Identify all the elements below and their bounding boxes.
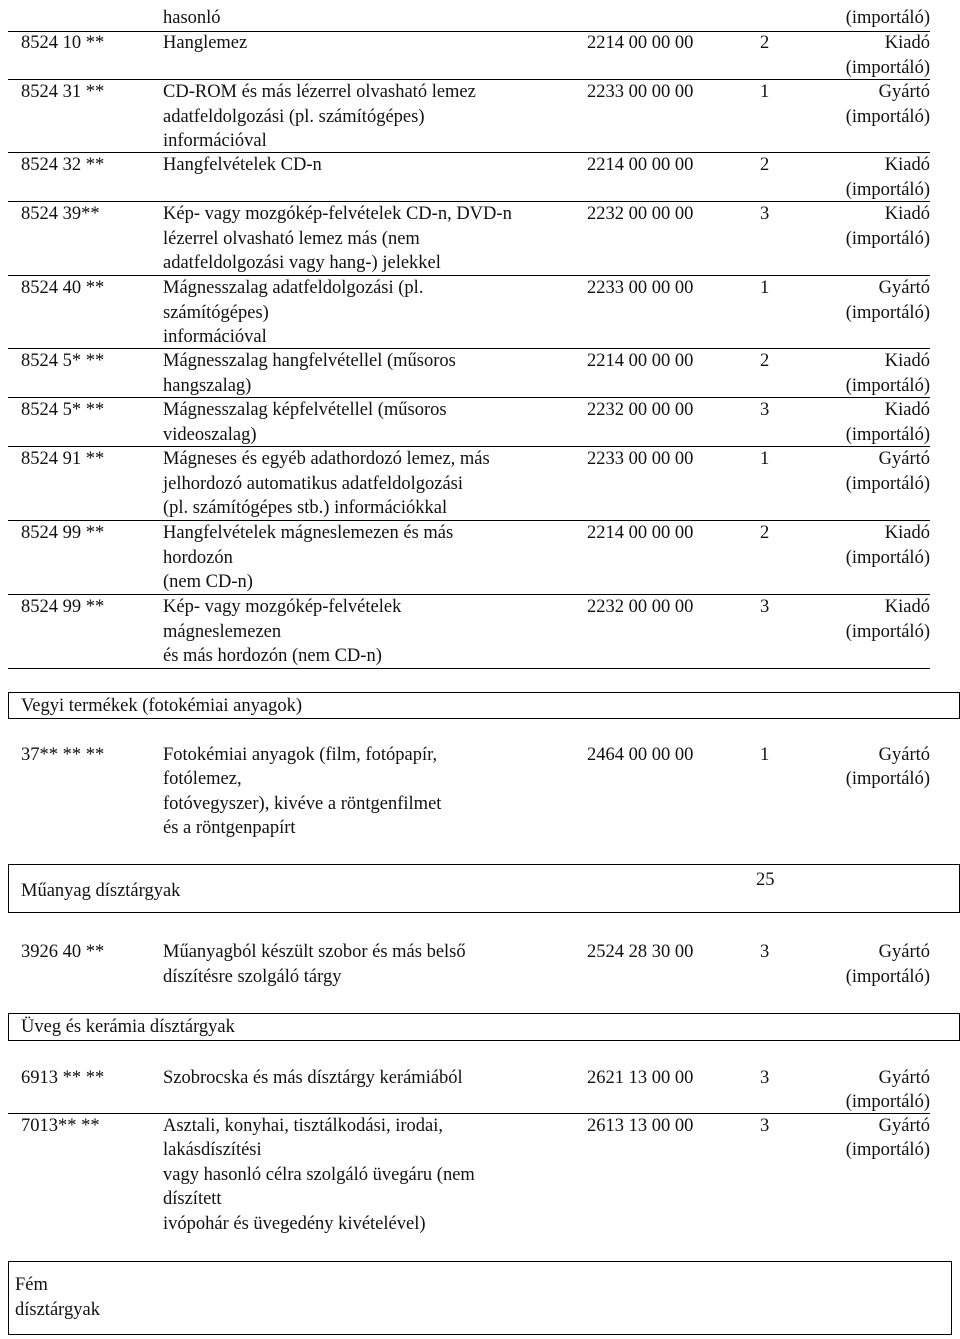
row-description: díszített bbox=[163, 1189, 222, 1210]
row-description: Mágnesszalag adatfeldolgozási (pl. bbox=[163, 278, 424, 298]
row-description: Asztali, konyhai, tisztálkodási, irodai, bbox=[163, 1116, 444, 1136]
row-description: Mágneses és egyéb adathordozó lemez, más bbox=[163, 449, 490, 469]
row-role: Gyártó bbox=[878, 278, 930, 298]
row-description: adatfeldolgozási vagy hang-) jelekkel bbox=[163, 253, 441, 273]
row-number: 8524 91 ** bbox=[21, 449, 105, 469]
row-code: 2524 28 30 00 bbox=[587, 942, 694, 962]
row-description: számítógépes) bbox=[163, 302, 269, 323]
section-heading-vegyi: Vegyi termékek (fotokémiai anyagok) bbox=[21, 696, 302, 716]
row-role: (importáló) bbox=[845, 106, 930, 127]
row-description: Mágnesszalag hangfelvétellel (műsoros bbox=[163, 351, 456, 371]
row-description: Hanglemez bbox=[163, 33, 248, 53]
row-quantity: 2 bbox=[760, 155, 770, 175]
row-role: Kiadó bbox=[884, 523, 930, 543]
row-number: 8524 32 ** bbox=[21, 155, 105, 175]
row-number: 8524 5* ** bbox=[21, 400, 105, 420]
row-quantity: 3 bbox=[760, 597, 770, 617]
row-description: (nem CD-n) bbox=[163, 572, 253, 592]
row-quantity: 1 bbox=[760, 745, 770, 765]
row-divider bbox=[8, 594, 930, 595]
row-quantity: 3 bbox=[760, 204, 770, 224]
row-role: Gyártó bbox=[878, 449, 930, 469]
row-divider bbox=[8, 1113, 930, 1114]
row-description: vagy hasonló célra szolgáló üvegáru (nem bbox=[163, 1164, 475, 1185]
row-divider bbox=[8, 275, 930, 276]
row-description: Kép- vagy mozgókép-felvételek CD-n, DVD-n bbox=[163, 204, 512, 224]
row-quantity: 1 bbox=[760, 449, 770, 469]
row-quantity: 3 bbox=[760, 1068, 770, 1088]
row-divider bbox=[8, 520, 930, 521]
row-number: 3926 40 ** bbox=[21, 942, 105, 962]
section-border-right bbox=[951, 1261, 952, 1335]
row-description: videoszalag) bbox=[163, 424, 257, 445]
row-description: jelhordozó automatikus adatfeldolgozási bbox=[163, 473, 464, 494]
row-code: 2232 00 00 00 bbox=[587, 400, 694, 420]
row-number: 8524 99 ** bbox=[21, 523, 105, 543]
row-quantity: 2 bbox=[760, 33, 770, 53]
row-description: Mágnesszalag képfelvétellel (műsoros bbox=[163, 400, 447, 420]
row-quantity: 1 bbox=[760, 82, 770, 102]
section-border-bottom bbox=[8, 912, 960, 913]
row-number: 8524 40 ** bbox=[21, 278, 105, 298]
row-role: Kiadó bbox=[884, 400, 930, 420]
section-border-top bbox=[8, 692, 960, 693]
section-border-left bbox=[8, 1013, 9, 1041]
row-description: és a röntgenpapírt bbox=[163, 817, 296, 838]
section-border-left bbox=[8, 1261, 9, 1335]
row-divider bbox=[8, 152, 930, 153]
row-number: 8524 39** bbox=[21, 204, 100, 224]
row-code: 2464 00 00 00 bbox=[587, 745, 694, 765]
row-role: (importáló) bbox=[845, 966, 930, 987]
row-number: 7013** ** bbox=[21, 1116, 100, 1136]
section-border-bottom bbox=[8, 1040, 960, 1041]
row-description: fotóvegyszer), kivéve a röntgenfilmet bbox=[163, 793, 442, 814]
row-description: információval bbox=[163, 327, 267, 347]
row-role: Gyártó bbox=[878, 745, 930, 765]
row-description: lézerrel olvasható lemez más (nem bbox=[163, 228, 420, 249]
row-role: (importáló) bbox=[845, 769, 930, 790]
row-number: 37** ** ** bbox=[21, 745, 105, 765]
section-border-top bbox=[8, 1013, 960, 1014]
row-number: 8524 10 ** bbox=[21, 33, 105, 53]
row-divider bbox=[8, 668, 930, 669]
row-quantity: 2 bbox=[760, 351, 770, 371]
row-fragment-role: (importáló) bbox=[845, 8, 930, 28]
row-description: díszítésre szolgáló tárgy bbox=[163, 966, 342, 987]
row-role: (importáló) bbox=[845, 1140, 930, 1161]
row-number: 8524 31 ** bbox=[21, 82, 105, 102]
section-border-bottom bbox=[8, 1334, 952, 1335]
row-number: 8524 99 ** bbox=[21, 597, 105, 617]
row-description: fotólemez, bbox=[163, 769, 242, 790]
row-description: Hangfelvételek mágneslemezen és más bbox=[163, 523, 454, 543]
row-role: (importáló) bbox=[845, 375, 930, 396]
row-fragment-desc: hasonló bbox=[163, 8, 221, 28]
row-divider bbox=[8, 31, 930, 32]
row-description: Hangfelvételek CD-n bbox=[163, 155, 322, 175]
row-role: Kiadó bbox=[884, 155, 930, 175]
row-description: ivópohár és üvegedény kivételével) bbox=[163, 1213, 426, 1234]
row-code: 2232 00 00 00 bbox=[587, 597, 694, 617]
row-description: hangszalag) bbox=[163, 375, 252, 396]
row-role: (importáló) bbox=[845, 547, 930, 568]
row-number: 8524 5* ** bbox=[21, 351, 105, 371]
section-heading-fem: Fém dísztárgyak bbox=[15, 1275, 100, 1320]
row-code: 2613 13 00 00 bbox=[587, 1116, 694, 1136]
row-role: (importáló) bbox=[845, 228, 930, 249]
row-role: (importáló) bbox=[845, 57, 930, 78]
row-role: Gyártó bbox=[878, 1068, 930, 1088]
row-role: Kiadó bbox=[884, 33, 930, 53]
row-divider bbox=[8, 397, 930, 398]
row-description: Kép- vagy mozgókép-felvételek bbox=[163, 597, 402, 617]
row-quantity: 3 bbox=[760, 400, 770, 420]
row-role: Gyártó bbox=[878, 82, 930, 102]
row-role: Gyártó bbox=[878, 942, 930, 962]
row-code: 2214 00 00 00 bbox=[587, 33, 694, 53]
section-heading-uveg: Üveg és kerámia dísztárgyak bbox=[21, 1017, 235, 1037]
row-role: (importáló) bbox=[845, 473, 930, 494]
row-quantity: 1 bbox=[760, 278, 770, 298]
row-role: (importáló) bbox=[845, 179, 930, 200]
row-description: Szobrocska és más dísztárgy kerámiából bbox=[163, 1068, 463, 1088]
row-description: Fotokémiai anyagok (film, fotópapír, bbox=[163, 745, 438, 765]
section-border-top bbox=[8, 1261, 952, 1262]
row-role: Kiadó bbox=[884, 597, 930, 617]
row-quantity: 2 bbox=[760, 523, 770, 543]
row-code: 2232 00 00 00 bbox=[587, 204, 694, 224]
row-description: adatfeldolgozási (pl. számítógépes) bbox=[163, 106, 425, 127]
row-description: lakásdíszítési bbox=[163, 1140, 262, 1161]
section-border-bottom bbox=[8, 718, 960, 719]
row-description: információval bbox=[163, 131, 267, 151]
row-code: 2233 00 00 00 bbox=[587, 278, 694, 298]
section-border-left bbox=[8, 692, 9, 719]
row-role: (importáló) bbox=[845, 1092, 930, 1113]
row-code: 2233 00 00 00 bbox=[587, 449, 694, 469]
row-role: Gyártó bbox=[878, 1116, 930, 1136]
section-border-left bbox=[8, 864, 9, 913]
row-description: hordozón bbox=[163, 547, 233, 568]
row-role: Kiadó bbox=[884, 204, 930, 224]
section-heading-muanyag: Műanyag dísztárgyak bbox=[21, 881, 181, 901]
row-role: (importáló) bbox=[845, 424, 930, 445]
row-role: Kiadó bbox=[884, 351, 930, 371]
section-border-top bbox=[8, 864, 960, 865]
row-role: (importáló) bbox=[845, 621, 930, 642]
row-description: CD-ROM és más lézerrel olvasható lemez bbox=[163, 82, 476, 102]
row-code: 2214 00 00 00 bbox=[587, 155, 694, 175]
row-divider bbox=[8, 348, 930, 349]
row-description: (pl. számítógépes stb.) információkkal bbox=[163, 498, 448, 518]
row-description: és más hordozón (nem CD-n) bbox=[163, 646, 382, 666]
row-code: 2233 00 00 00 bbox=[587, 82, 694, 102]
row-number: 6913 ** ** bbox=[21, 1068, 105, 1088]
row-role: (importáló) bbox=[845, 302, 930, 323]
row-description: Műanyagból készült szobor és más belső bbox=[163, 942, 466, 962]
row-code: 2621 13 00 00 bbox=[587, 1068, 694, 1088]
row-quantity: 3 bbox=[760, 942, 770, 962]
row-description: mágneslemezen bbox=[163, 621, 282, 642]
page-number: 25 bbox=[756, 870, 775, 890]
row-code: 2214 00 00 00 bbox=[587, 523, 694, 543]
row-code: 2214 00 00 00 bbox=[587, 351, 694, 371]
row-quantity: 3 bbox=[760, 1116, 770, 1136]
